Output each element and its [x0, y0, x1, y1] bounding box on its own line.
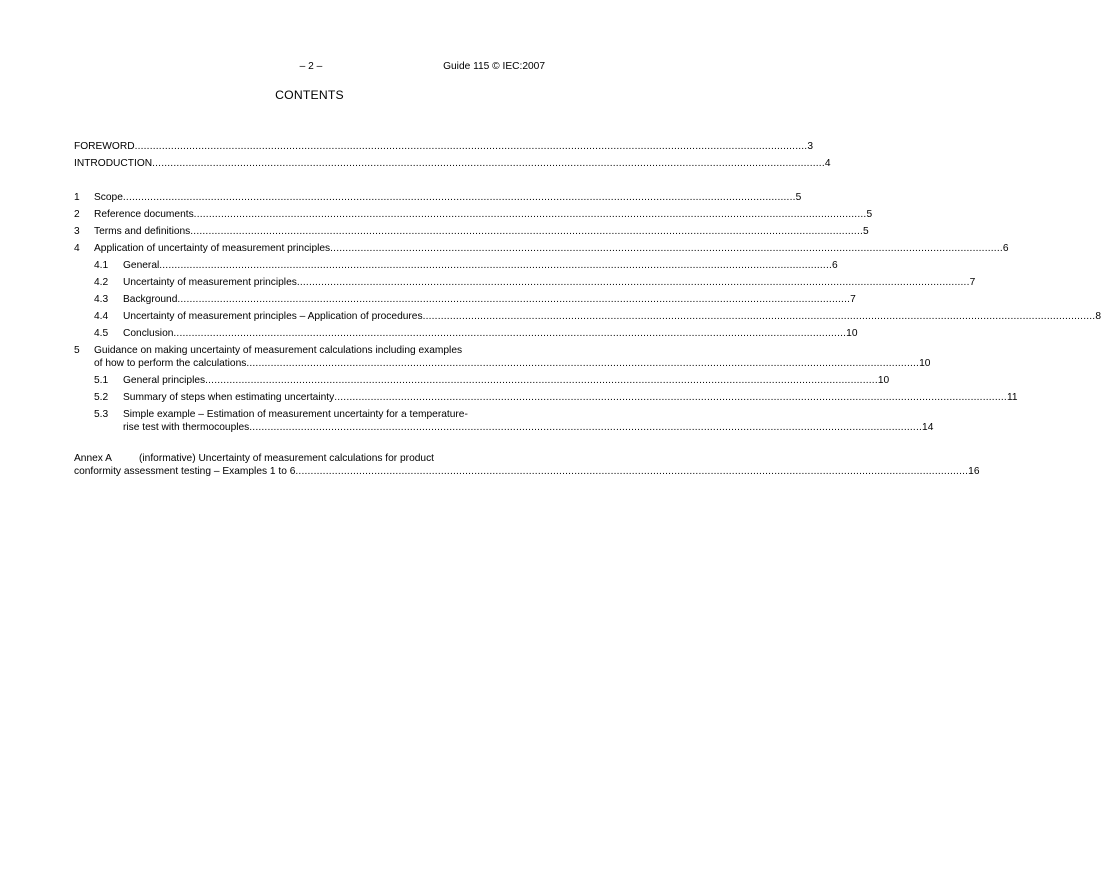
toc-number: 1: [74, 192, 80, 203]
dot-leader: [194, 208, 867, 221]
toc-number: 5.2: [94, 392, 109, 403]
toc-entry-section-5-2[interactable]: [74, 391, 1018, 408]
toc-entry-section-5-3[interactable]: [74, 408, 934, 438]
toc-page: 8: [1095, 311, 1101, 322]
toc-title: Uncertainty of measurement principles – Application of procedures: [123, 311, 423, 322]
toc-number: 4.1: [94, 260, 109, 271]
toc-entry-section-4-1[interactable]: [74, 259, 838, 276]
toc-entry-section-2[interactable]: [74, 208, 873, 225]
toc-page: 4: [824, 158, 831, 169]
toc-title-line-2: conformity assessment testing – Examples 1 to 6: [74, 466, 296, 477]
toc-number: 4.3: [94, 294, 109, 305]
toc-entry-section-3[interactable]: [74, 225, 869, 242]
toc-entry-section-4[interactable]: [74, 242, 1009, 259]
toc-entry-section-5-1[interactable]: [74, 374, 890, 391]
toc-page: 16: [968, 466, 980, 477]
toc-title: Scope: [94, 192, 123, 203]
toc-page: 5: [863, 226, 869, 237]
toc-entry-section-1[interactable]: [74, 191, 802, 208]
toc-title: Terms and definitions: [94, 226, 191, 237]
toc-page: 7: [969, 277, 976, 288]
dot-leader: [295, 465, 968, 478]
dot-leader: [334, 391, 1007, 404]
toc-number: 4.4: [94, 311, 109, 322]
toc-entry-section-4-3[interactable]: [74, 293, 856, 310]
toc-page: 10: [877, 375, 890, 386]
dot-leader: [423, 310, 1096, 323]
dot-leader: [249, 421, 922, 434]
dot-leader: [330, 242, 1003, 255]
toc-entry-section-4-4[interactable]: [74, 310, 1101, 327]
toc-title: INTRODUCTION: [74, 158, 153, 169]
toc-title: FOREWORD: [74, 141, 135, 152]
table-of-contents: [74, 140, 1101, 482]
toc-number: 5.3: [94, 409, 109, 420]
toc-number: 5: [74, 345, 80, 356]
toc-number: 2: [74, 209, 80, 220]
toc-title-line-2: rise test with thermocouples: [123, 422, 250, 433]
toc-page: 5: [795, 192, 802, 203]
toc-entry-foreword[interactable]: [74, 140, 813, 157]
toc-page: 10: [919, 358, 931, 369]
toc-title-line-2: of how to perform the calculations: [94, 358, 247, 369]
toc-number: 5.1: [94, 375, 109, 386]
toc-entry-annex-a[interactable]: [74, 452, 980, 482]
toc-entry-introduction[interactable]: [74, 157, 831, 174]
document-reference: Guide 115 © IEC:2007: [443, 61, 545, 72]
toc-title-line-1: (informative) Uncertainty of measurement calculations for product: [139, 453, 434, 464]
toc-title: Application of uncertainty of measurement principles: [94, 243, 331, 254]
toc-page: 11: [1006, 392, 1018, 403]
toc-number: 4.5: [94, 328, 109, 339]
toc-title-line-1: Simple example – Estimation of measurement uncertainty for a temperature-: [123, 409, 468, 420]
dot-leader: [246, 357, 919, 370]
toc-entry-section-5[interactable]: [74, 344, 931, 374]
toc-page: 5: [866, 209, 873, 220]
toc-page: 3: [807, 141, 813, 152]
toc-title: Uncertainty of measurement principles: [123, 277, 297, 288]
toc-title: Reference documents: [94, 209, 194, 220]
toc-title: General principles: [123, 375, 206, 386]
toc-annex-label: Annex A: [74, 453, 112, 464]
toc-title: Background: [123, 294, 178, 305]
dot-leader: [123, 191, 796, 204]
page-number: – 2 –: [299, 61, 323, 72]
dot-leader: [177, 293, 850, 306]
toc-page: 7: [850, 294, 856, 305]
dot-leader: [152, 157, 825, 170]
toc-entry-section-4-5[interactable]: [74, 327, 858, 344]
dot-leader: [190, 225, 863, 238]
dot-leader: [297, 276, 970, 289]
dot-leader: [173, 327, 846, 340]
toc-number: 3: [74, 226, 80, 237]
toc-title-line-1: Guidance on making uncertainty of measurement calculations including examples: [94, 345, 463, 356]
toc-page: 14: [922, 422, 934, 433]
toc-title: Conclusion: [123, 328, 174, 339]
toc-number: 4.2: [94, 277, 109, 288]
toc-number: 4: [74, 243, 80, 254]
toc-title: Summary of steps when estimating uncertainty: [123, 392, 335, 403]
toc-page: 6: [1002, 243, 1009, 254]
toc-page: 6: [832, 260, 838, 271]
dot-leader: [205, 374, 878, 387]
toc-entry-section-4-2[interactable]: [74, 276, 976, 293]
dot-leader: [159, 259, 832, 272]
toc-page: 10: [846, 328, 858, 339]
page-title: CONTENTS: [275, 88, 344, 102]
toc-title: General: [123, 260, 160, 271]
dot-leader: [135, 140, 808, 153]
